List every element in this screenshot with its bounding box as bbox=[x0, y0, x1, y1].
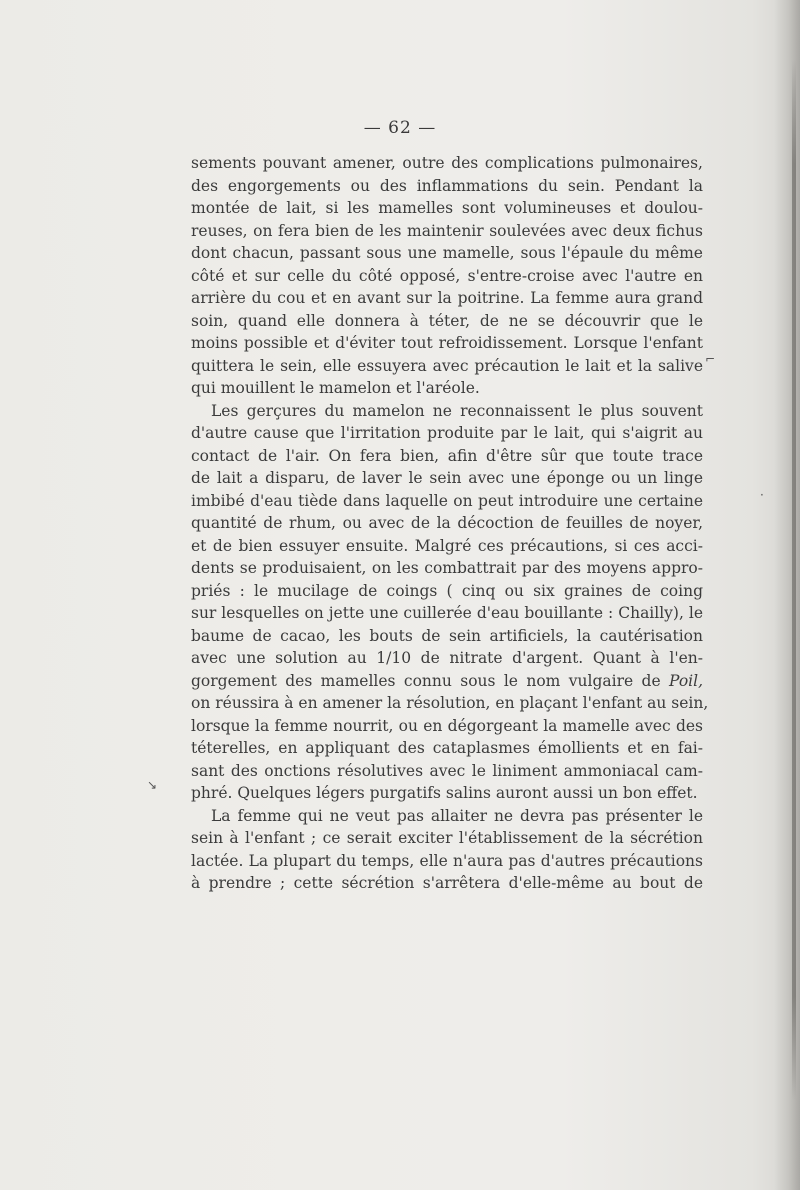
margin-mark: ↘ bbox=[147, 778, 158, 792]
text-line: des engorgements ou des inflammations du sein. Pendant la bbox=[191, 176, 703, 195]
text-line: sements pouvant amener, outre des complications pulmonaires, bbox=[191, 154, 703, 172]
page-edge-shadow bbox=[774, 0, 800, 1190]
text-line: La femme qui ne veut pas allaiter ne devra pas présenter le bbox=[211, 806, 703, 825]
page-number: — 62 — bbox=[363, 118, 437, 138]
text-line: lorsque la femme nourrit, ou en dégorgeant la mamelle avec des bbox=[191, 716, 703, 735]
margin-mark: ⌐ bbox=[705, 352, 716, 366]
text-line-segment: gorgement des mamelles connu sous le nom vulgaire de bbox=[191, 671, 670, 690]
margin-mark: · bbox=[760, 488, 764, 502]
text-line: d'autre cause que l'irritation produite par le lait, qui s'aigrit au bbox=[191, 424, 703, 442]
text-line: téterelles, en appliquant des cataplasmes émollients et en fai- bbox=[191, 739, 703, 757]
text-line: quantité de rhum, ou avec de la décoction de feuilles de noyer, bbox=[191, 514, 703, 532]
text-line: priés : le mucilage de coings ( cinq ou six graines de coing bbox=[191, 581, 703, 600]
text-line: sur lesquelles on jette une cuillerée d'eau bouillante : Chailly), le bbox=[191, 604, 703, 622]
text-line: sant des onctions résolutives avec le liniment ammoniacal cam- bbox=[191, 761, 703, 780]
binding-stripe bbox=[792, 60, 796, 1100]
text-line: phré. Quelques légers purgatifs salins auront aussi un bon effet. bbox=[191, 784, 698, 802]
text-line: sein à l'enfant ; ce serait exciter l'établissement de la sécrétion bbox=[191, 829, 703, 847]
text-line: côté et sur celle du côté opposé, s'entre-croise avec l'autre en bbox=[191, 266, 703, 285]
italic-term: Poil, bbox=[669, 671, 703, 690]
text-line: soin, quand elle donnera à téter, de ne se découvrir que le bbox=[191, 311, 703, 330]
text-line-with-italic bbox=[191, 670, 703, 693]
text-line: Les gerçures du mamelon ne reconnaissent le plus souvent bbox=[211, 401, 703, 420]
text-line: quittera le sein, elle essuyera avec précaution le lait et la salive bbox=[191, 356, 703, 375]
text-line: qui mouillent le mamelon et l'aréole. bbox=[191, 379, 480, 397]
text-line: on réussira à en amener la résolution, en plaçant l'enfant au sein, bbox=[191, 694, 709, 712]
text-line: à prendre ; cette sécrétion s'arrêtera d'elle-même au bout de bbox=[191, 874, 703, 892]
text-line: avec une solution au 1/10 de nitrate d'argent. Quant à l'en- bbox=[191, 649, 703, 667]
text-line: baume de cacao, les bouts de sein artificiels, la cautérisation bbox=[191, 626, 703, 645]
text-line: contact de l'air. On fera bien, afin d'être sûr que toute trace bbox=[191, 446, 703, 465]
text-line: arrière du cou et en avant sur la poitrine. La femme aura grand bbox=[191, 289, 703, 307]
text-line: reuses, on fera bien de les maintenir soulevées avec deux fichus bbox=[191, 221, 703, 240]
text-line: lactée. La plupart du temps, elle n'aura pas d'autres précautions bbox=[191, 851, 703, 870]
body-text bbox=[191, 152, 709, 895]
text-line: dont chacun, passant sous une mamelle, sous l'épaule du même bbox=[191, 244, 703, 262]
text-line: montée de lait, si les mamelles sont volumineuses et doulou- bbox=[191, 199, 703, 217]
text-line: de lait a disparu, de laver le sein avec une éponge ou un linge bbox=[191, 469, 703, 487]
text-line: et de bien essuyer ensuite. Malgré ces précautions, si ces acci- bbox=[191, 536, 703, 555]
text-line: dents se produisaient, on les combattrait par des moyens appro- bbox=[191, 559, 703, 577]
text-line: imbibé d'eau tiède dans laquelle on peut introduire une certaine bbox=[191, 491, 703, 510]
text-line: moins possible et d'éviter tout refroidissement. Lorsque l'enfant bbox=[191, 334, 703, 352]
